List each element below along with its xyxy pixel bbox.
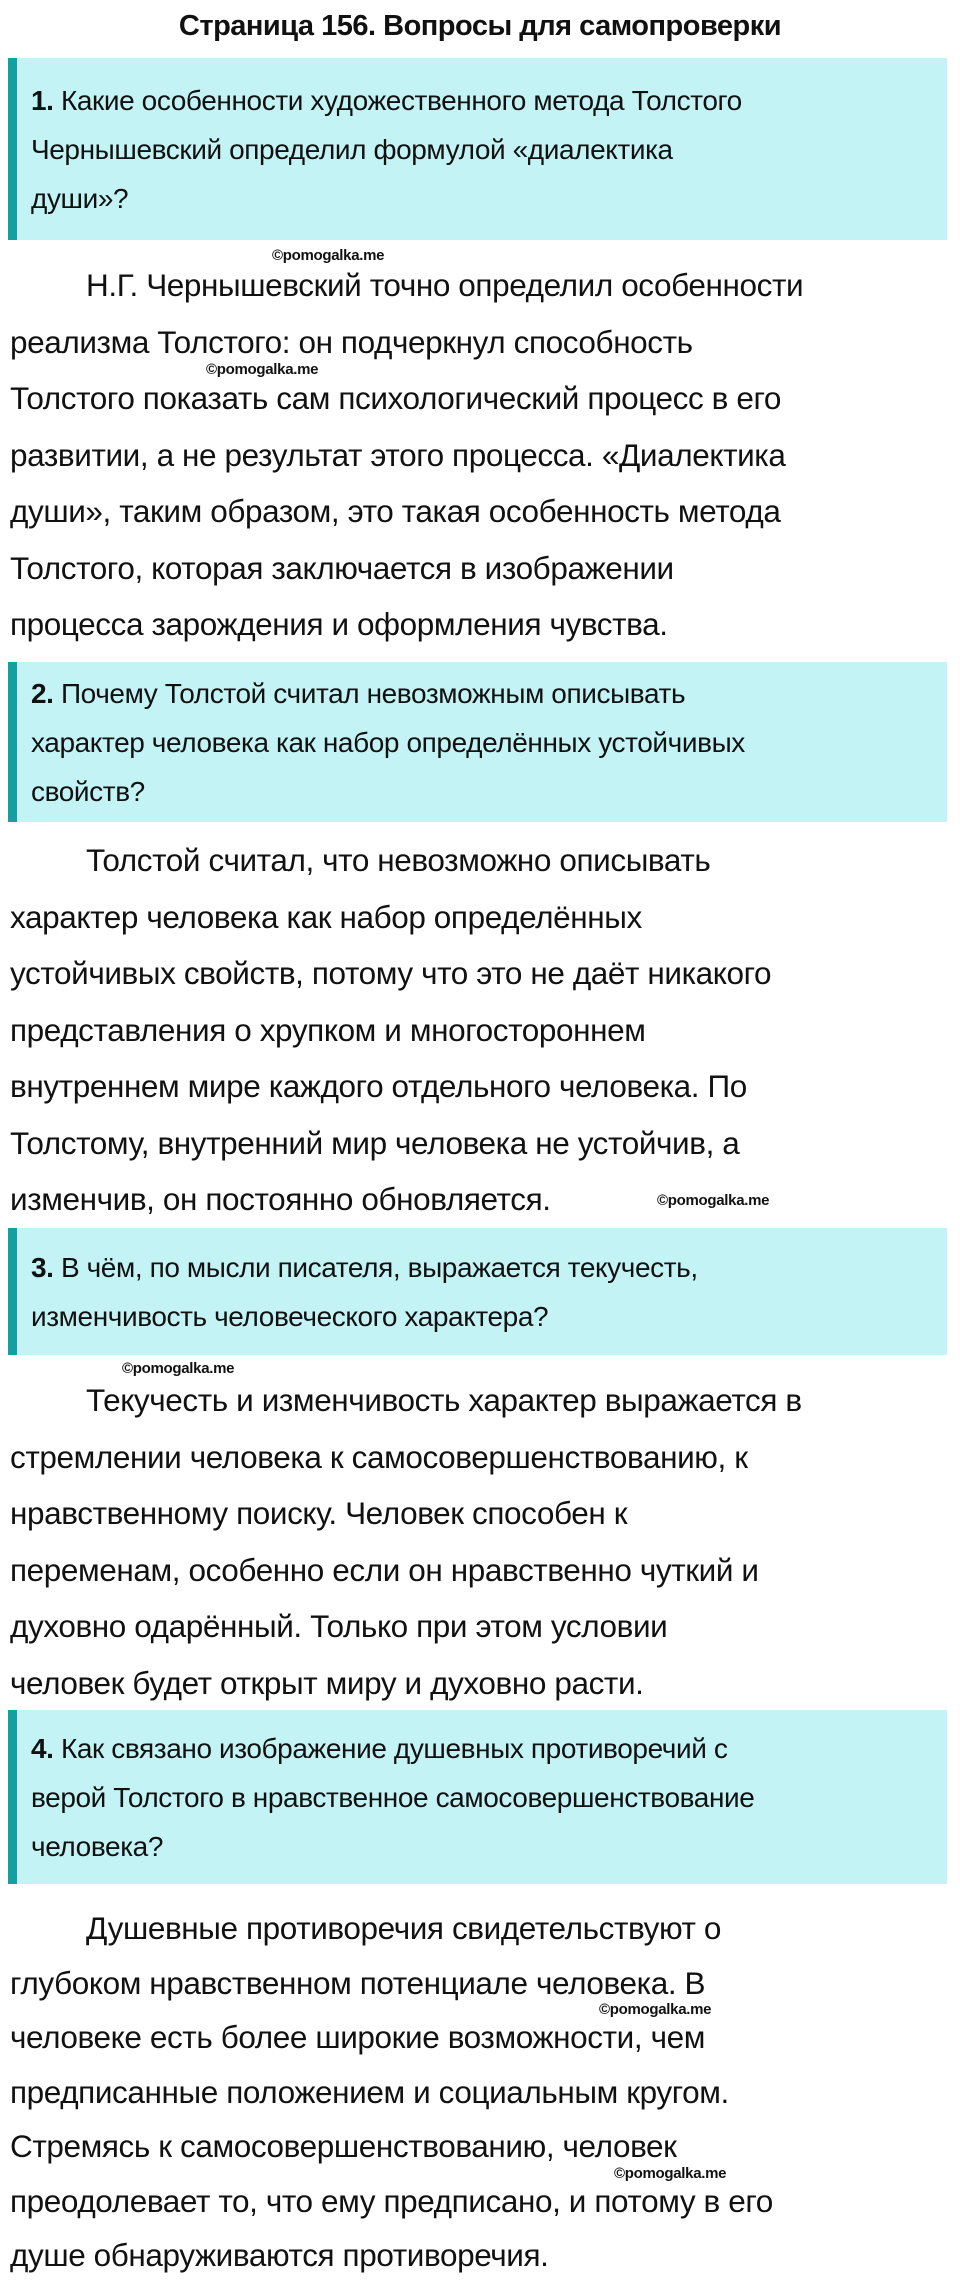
watermark: ©pomogalka.me: [657, 1192, 770, 1209]
answer-line: Толстой считал, что невозможно описывать: [86, 842, 711, 878]
answer-line: человек будет открыт миру и духовно расти.: [10, 1664, 644, 1701]
page-title: Страница 156. Вопросы для самопроверки: [178, 10, 782, 42]
watermark: ©pomogalka.me: [614, 2165, 727, 2182]
question-line: [31, 718, 947, 767]
question-text: характер человека как набор определённых устойчивых: [31, 726, 745, 758]
answer-line: процесса зарождения и оформления чувства.: [10, 606, 668, 642]
question-line: [31, 1243, 947, 1292]
watermark: ©pomogalka.me: [206, 361, 319, 378]
question-text: души»?: [31, 182, 129, 214]
answer-line: душе обнаруживаются противоречия.: [10, 2237, 549, 2273]
question-line: [31, 1292, 947, 1341]
question-line: [31, 1773, 947, 1822]
question-text: Чернышевский определил формулой «диалектика: [31, 133, 673, 165]
question-line: [31, 1724, 947, 1773]
question-text: изменчивость человеческого характера?: [31, 1300, 549, 1332]
answer-line: Толстого, которая заключается в изображении: [10, 549, 674, 586]
answer-line: души», таким образом, это такая особенность метода: [10, 493, 781, 529]
watermark: ©pomogalka.me: [272, 247, 385, 264]
question-number: 1.: [31, 84, 54, 116]
question-line: [31, 1822, 947, 1871]
question-text: Почему Толстой считал невозможным описывать: [60, 677, 686, 709]
answer-line: Душевные противоречия свидетельствуют о: [86, 1910, 722, 1946]
watermark: ©pomogalka.me: [122, 1360, 235, 1377]
answer-line: стремлении человека к самосовершенствованию, к: [10, 1438, 748, 1475]
answer-line: духовно одарённый. Только при этом условии: [10, 1608, 668, 1644]
question-text: Какие особенности художественного метода Толстого: [60, 84, 742, 116]
answer-line: изменчив, он постоянно обновляется.: [10, 1181, 551, 1217]
answer-line: Толстого показать сам психологический процесс в его: [10, 380, 781, 416]
answer-line: Толстому, внутренний мир человека не устойчив, а: [10, 1124, 740, 1161]
answer-line: представления о хрупком и многостороннем: [10, 1011, 646, 1048]
question-number: 2.: [31, 677, 54, 709]
answer-line: развитии, а не результат этого процесса. «Диалектика: [10, 436, 786, 473]
question-line: [31, 174, 947, 223]
answer-line: преодолевает то, что ему предписано, и потому в его: [10, 2182, 773, 2219]
question-text: человека?: [31, 1830, 163, 1862]
answer-line: предписанные положением и социальным кругом.: [10, 2073, 729, 2110]
question-box-2: [8, 662, 947, 822]
question-text: В чём, по мысли писателя, выражается текучесть,: [60, 1251, 698, 1283]
answer-line: Стремясь к самосовершенствованию, человек: [10, 2128, 677, 2164]
question-number: 3.: [31, 1251, 54, 1283]
answer-line: характер человека как набор определённых: [10, 898, 642, 935]
answer-line: реализма Толстого: он подчеркнул способность: [10, 323, 693, 360]
answer-line: Текучесть и изменчивость характер выражается в: [86, 1382, 802, 1418]
question-box-1: [8, 58, 947, 240]
answer-line: нравственному поиску. Человек способен к: [10, 1495, 628, 1531]
answer-line: Н.Г. Чернышевский точно определил особенности: [86, 267, 804, 303]
answer-3: [10, 1382, 955, 1721]
question-text: верой Толстого в нравственное самосовершенствование: [31, 1781, 755, 1813]
answer-line: глубоком нравственном потенциале человека. В: [10, 1964, 706, 2001]
answer-4: [10, 1910, 955, 2292]
question-line: [31, 76, 947, 125]
question-line: [31, 669, 947, 718]
question-box-3: [8, 1228, 947, 1355]
question-line: [31, 767, 947, 816]
answer-line: устойчивых свойств, потому что это не даёт никакого: [10, 955, 772, 991]
answer-line: человеке есть более широкие возможности, чем: [10, 2019, 705, 2055]
question-text: свойств?: [31, 775, 145, 807]
question-box-4: [8, 1710, 947, 1884]
question-number: 4.: [31, 1732, 54, 1764]
answer-1: [10, 267, 955, 663]
question-line: [31, 125, 947, 174]
answer-line: внутреннем мире каждого отдельного человека. По: [10, 1068, 747, 1104]
answer-2: [10, 842, 955, 1238]
question-text: Как связано изображение душевных противоречий с: [60, 1732, 728, 1764]
watermark: ©pomogalka.me: [599, 2001, 712, 2018]
answer-line: переменам, особенно если он нравственно чуткий и: [10, 1551, 759, 1588]
